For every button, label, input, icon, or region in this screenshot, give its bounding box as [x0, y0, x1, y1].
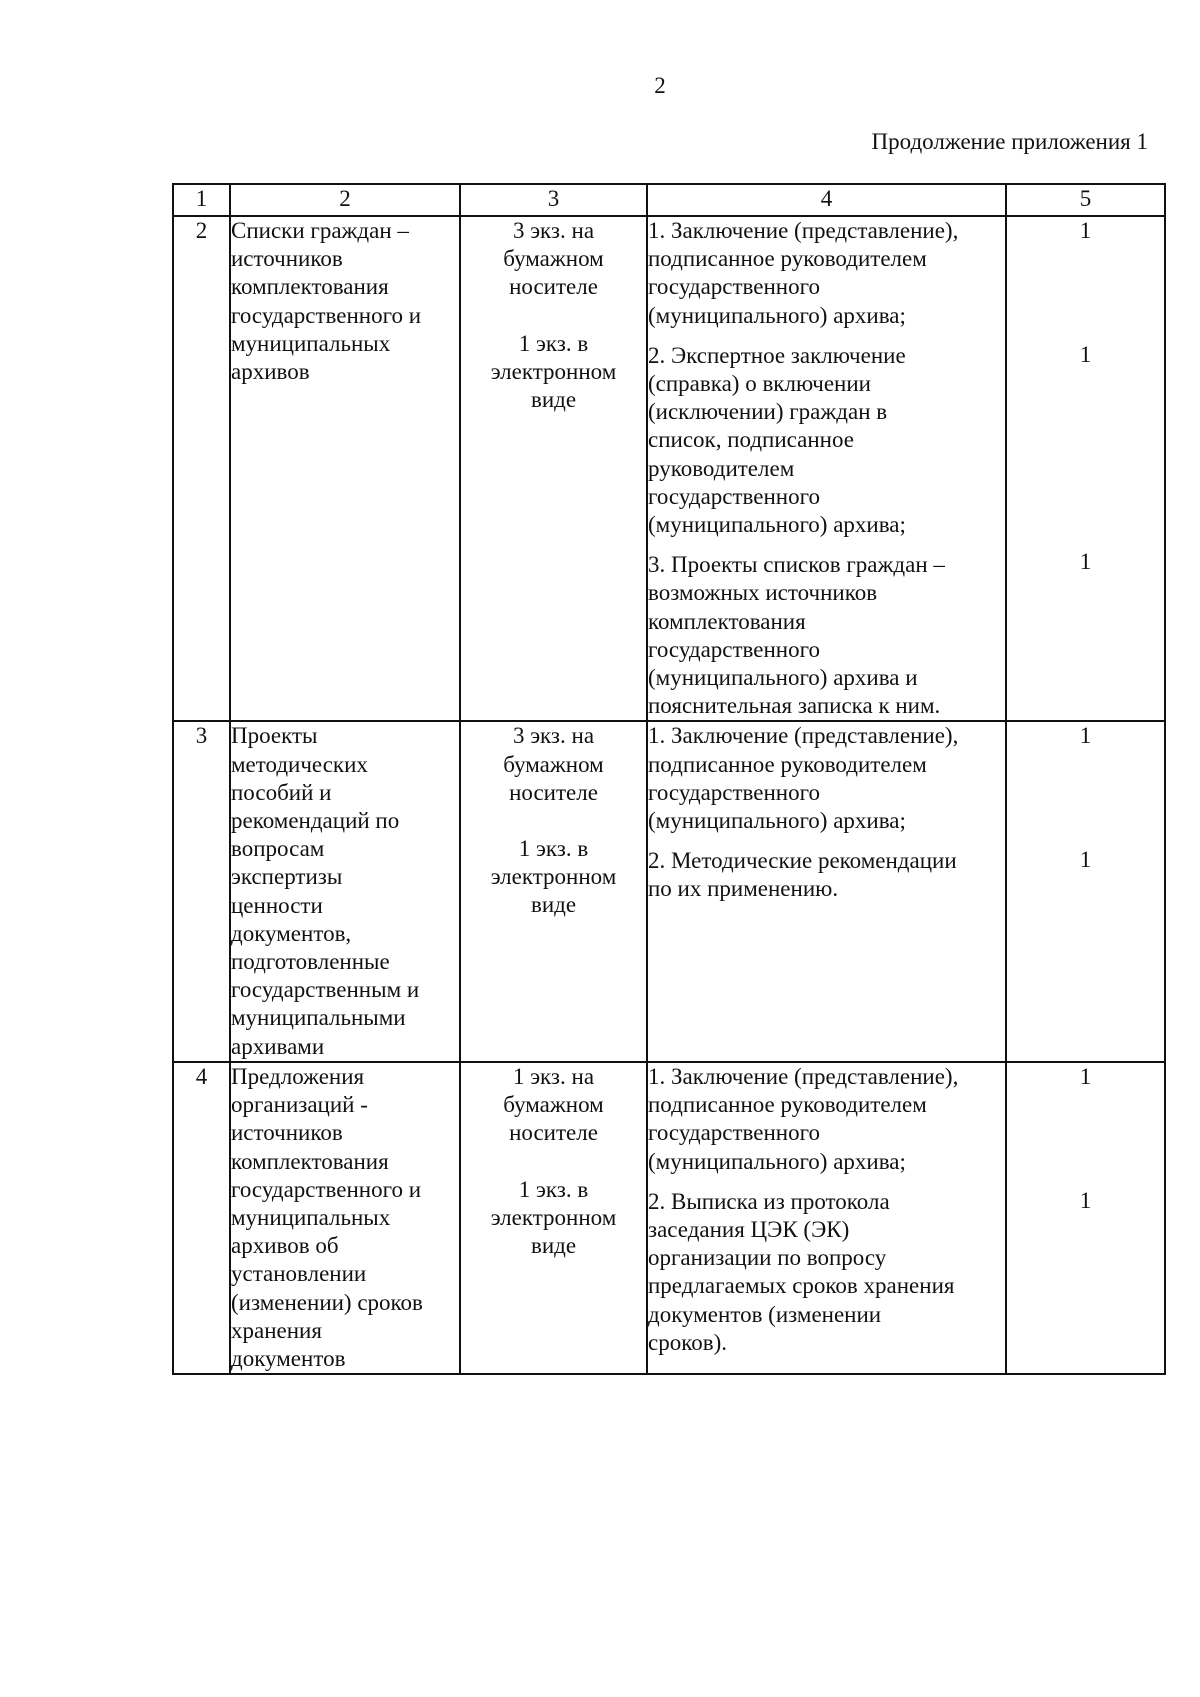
- text-line: 1 экз. в: [518, 330, 589, 356]
- electronic-copies: [461, 1176, 646, 1261]
- column-header: 4: [647, 184, 1006, 216]
- quantity-value: 1: [1079, 342, 1092, 367]
- copies-cell: [460, 721, 647, 1061]
- text-line: Предложения: [231, 1063, 365, 1089]
- text-line: архивов об: [231, 1233, 339, 1259]
- text-line: 3 экз. на: [512, 218, 595, 243]
- required-documents-cell: [647, 216, 1006, 721]
- row-number: 2: [173, 216, 230, 721]
- text-line: государственного: [648, 1120, 820, 1146]
- text-line: сроков).: [648, 1329, 727, 1355]
- text-line: государственного и: [231, 1176, 422, 1202]
- text-line: 1. Заключение (представление),: [648, 1063, 959, 1089]
- text-line: (муниципального) архива;: [648, 302, 906, 328]
- text-line: архивов: [231, 359, 310, 385]
- text-line: подписанное руководителем: [648, 751, 927, 777]
- text-line: бумажном: [503, 246, 604, 272]
- column-header: 1: [173, 184, 230, 216]
- document-item: [648, 1188, 1005, 1357]
- text-line: подписанное руководителем: [648, 1092, 927, 1118]
- document-item: [648, 1063, 1005, 1176]
- text-line: (изменении) сроков: [231, 1289, 423, 1315]
- text-line: виде: [530, 1232, 577, 1258]
- copies-cell: [460, 216, 647, 721]
- quantity-value: 1: [1079, 723, 1092, 749]
- quantity-value: 1: [1079, 549, 1092, 574]
- text-line: организации по вопросу: [648, 1245, 887, 1271]
- text-line: носителе: [509, 779, 598, 805]
- text-line: 1 экз. в: [518, 836, 589, 862]
- row-number: 4: [173, 1062, 230, 1374]
- text-line: подготовленные: [231, 949, 390, 975]
- document-item: [648, 551, 1005, 720]
- text-line: 3. Проекты списков граждан –: [648, 552, 945, 578]
- column-header: 2: [230, 184, 460, 216]
- quantity-value: 1: [1079, 1187, 1092, 1213]
- document-item: [648, 722, 1005, 835]
- table-header-row: [173, 184, 1165, 216]
- document-item: [648, 847, 1005, 903]
- page-number: 2: [654, 73, 666, 98]
- table-row: [173, 1062, 1165, 1374]
- text-line: носителе: [509, 1120, 598, 1146]
- text-line: муниципальных: [231, 1204, 391, 1230]
- column-header: 5: [1006, 184, 1165, 216]
- text-line: комплектования: [648, 608, 806, 634]
- text-line: государственного и: [231, 302, 422, 328]
- text-line: электронном: [490, 864, 617, 890]
- text-line: организаций -: [231, 1092, 368, 1118]
- text-line: государственного: [648, 779, 820, 805]
- table-row: [173, 721, 1165, 1061]
- text-line: муниципальных: [231, 330, 391, 356]
- text-line: рекомендаций по: [231, 808, 400, 834]
- text-line: государственного: [648, 274, 820, 300]
- text-line: (исключении) граждан в: [648, 399, 888, 425]
- text-line: список, подписанное: [648, 427, 854, 453]
- text-line: хранения: [231, 1317, 322, 1343]
- text-line: руководителем: [648, 455, 795, 481]
- text-line: виде: [530, 387, 577, 413]
- quantity-cell: [1006, 1062, 1165, 1374]
- text-line: комплектования: [231, 274, 389, 300]
- quantity-cell: [1006, 216, 1165, 721]
- text-line: возможных источников: [648, 580, 878, 606]
- text-line: документов: [231, 1345, 346, 1371]
- paper-copies: [461, 722, 646, 807]
- text-line: методических: [231, 751, 368, 777]
- text-line: по их применению.: [648, 876, 839, 902]
- text-line: виде: [530, 892, 577, 918]
- text-line: 1. Заключение (представление),: [648, 723, 959, 749]
- text-line: подписанное руководителем: [648, 246, 927, 272]
- text-line: (муниципального) архива;: [648, 808, 906, 834]
- text-line: комплектования: [231, 1148, 389, 1174]
- text-line: установлении: [231, 1261, 367, 1287]
- quantity-value: 1: [1079, 1063, 1092, 1089]
- text-line: (муниципального) архива;: [648, 1148, 906, 1174]
- text-line: документов,: [231, 920, 352, 946]
- quantity-cell: [1006, 721, 1165, 1061]
- text-line: архивами: [231, 1033, 325, 1059]
- quantity-value: 1: [1079, 847, 1092, 873]
- document-item: [648, 342, 1005, 539]
- required-documents-cell: [647, 1062, 1006, 1374]
- row-number: 3: [173, 721, 230, 1061]
- text-line: Проекты: [231, 723, 318, 749]
- text-line: вопросам: [231, 836, 325, 862]
- text-line: ценности: [231, 892, 323, 918]
- text-line: 3 экз. на: [512, 723, 595, 749]
- text-line: электронном: [490, 1204, 617, 1230]
- quantity-value: 1: [1079, 218, 1092, 243]
- text-line: 2. Выписка из протокола: [648, 1188, 890, 1214]
- text-line: государственным и: [231, 977, 420, 1003]
- text-line: 1 экз. на: [512, 1063, 595, 1089]
- text-line: носителе: [509, 274, 598, 300]
- text-line: (справка) о включении: [648, 371, 871, 397]
- table-row: [173, 216, 1165, 721]
- text-line: государственного: [648, 636, 820, 662]
- text-line: экспертизы: [231, 864, 343, 890]
- documents-table: [172, 183, 1166, 1375]
- text-line: муниципальными: [231, 1005, 406, 1031]
- text-line: (муниципального) архива и: [648, 665, 918, 691]
- document-type-cell: [230, 721, 460, 1061]
- copies-cell: [460, 1062, 647, 1374]
- text-line: пояснительная записка к ним.: [648, 693, 941, 719]
- text-line: 2. Методические рекомендации: [648, 848, 957, 874]
- text-line: Списки граждан –: [231, 218, 409, 243]
- text-line: бумажном: [503, 1092, 604, 1118]
- text-line: предлагаемых сроков хранения: [648, 1273, 955, 1299]
- text-line: заседания ЦЭК (ЭК): [648, 1216, 850, 1242]
- text-line: 2. Экспертное заключение: [648, 342, 906, 368]
- text-line: государственного: [648, 483, 820, 509]
- text-line: источников: [231, 1120, 343, 1146]
- text-line: электронном: [490, 358, 617, 384]
- document-type-cell: [230, 1062, 460, 1374]
- text-line: пособий и: [231, 779, 332, 805]
- paper-copies: [461, 217, 646, 302]
- electronic-copies: [461, 835, 646, 920]
- paper-copies: [461, 1063, 646, 1148]
- text-line: документов (изменении: [648, 1301, 882, 1327]
- electronic-copies: [461, 330, 646, 415]
- text-line: источников: [231, 246, 343, 272]
- text-line: (муниципального) архива;: [648, 512, 906, 538]
- text-line: бумажном: [503, 751, 604, 777]
- appendix-continuation-note: Продолжение приложения 1: [871, 129, 1148, 154]
- column-header: 3: [460, 184, 647, 216]
- required-documents-cell: [647, 721, 1006, 1061]
- text-line: 1. Заключение (представление),: [648, 218, 959, 243]
- document-item: [648, 217, 1005, 330]
- document-type-cell: [230, 216, 460, 721]
- text-line: 1 экз. в: [518, 1176, 589, 1202]
